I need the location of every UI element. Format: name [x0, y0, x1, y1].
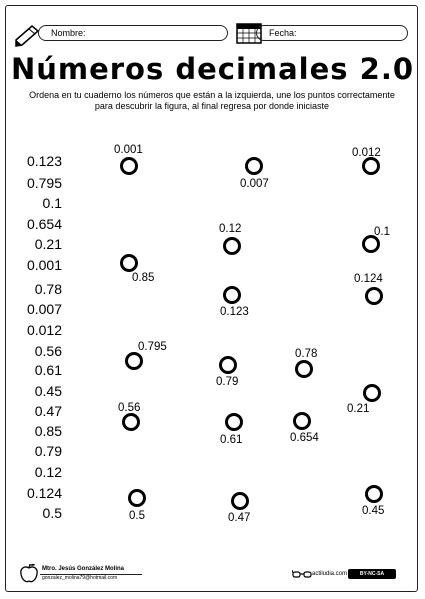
dot-label: 0.45: [362, 505, 385, 517]
license-badge: BY-NC-SA: [348, 569, 396, 579]
dot-point[interactable]: [223, 237, 241, 255]
dot-point[interactable]: [365, 287, 383, 305]
name-label: Nombre:: [51, 28, 86, 38]
number-list-item: 0.795: [26, 175, 62, 191]
author-name: Mtro. Jesús González Molina: [42, 566, 125, 572]
dot-label: 0.007: [240, 178, 269, 190]
dot-label: 0.12: [219, 223, 242, 235]
number-list-item: 0.21: [34, 236, 62, 252]
dot-label: 0.47: [228, 512, 251, 524]
date-field[interactable]: [256, 25, 408, 41]
number-list-item: 0.654: [26, 216, 62, 232]
dot-point[interactable]: [245, 157, 263, 175]
number-list-item: 0.1: [42, 195, 62, 211]
dot-label: 0.56: [118, 402, 141, 414]
number-list-item: 0.79: [34, 443, 62, 459]
dot-label: 0.79: [216, 376, 239, 388]
dot-point[interactable]: [219, 356, 237, 374]
number-list-item: 0.85: [34, 423, 62, 439]
dot-label: 0.61: [220, 434, 243, 446]
glasses-icon: [292, 569, 312, 579]
dot-label: 0.123: [220, 306, 249, 318]
dot-point[interactable]: [295, 360, 313, 378]
number-list-item: 0.124: [26, 485, 62, 501]
dot-label: 0.012: [352, 147, 381, 159]
dot-point[interactable]: [128, 489, 146, 507]
number-list-item: 0.61: [34, 362, 62, 378]
dot-point[interactable]: [231, 492, 249, 510]
dot-point[interactable]: [363, 384, 381, 402]
author-email: gonzalez_molina79@hotmail.com: [42, 575, 118, 581]
number-list-item: 0.001: [26, 257, 62, 273]
dot-label: 0.85: [132, 272, 155, 284]
dot-label: 0.1: [374, 226, 390, 238]
dot-point[interactable]: [122, 413, 140, 431]
dot-label: 0.21: [347, 403, 370, 415]
number-list-item: 0.78: [34, 281, 62, 297]
number-list-item: 0.12: [34, 464, 62, 480]
number-list-item: 0.123: [26, 153, 62, 169]
dot-label: 0.5: [129, 510, 145, 522]
dot-point[interactable]: [362, 157, 380, 175]
date-label: Fecha:: [269, 28, 297, 38]
number-list-item: 0.56: [34, 343, 62, 359]
name-field[interactable]: [38, 25, 228, 41]
dot-point[interactable]: [293, 412, 311, 430]
dot-point[interactable]: [125, 352, 143, 370]
dot-point[interactable]: [365, 485, 383, 503]
dot-label: 0.795: [138, 341, 167, 353]
number-list-item: 0.47: [34, 403, 62, 419]
dot-label: 0.124: [354, 273, 383, 285]
number-list-item: 0.012: [26, 322, 62, 338]
site-label: actiludia.com: [312, 571, 348, 577]
instructions-text: Ordena en tu cuaderno los números que están a la izquierda, une los puntos correctamente para descubrir la figura, al final regresa por donde iniciaste: [29, 90, 395, 111]
dot-point[interactable]: [223, 286, 241, 304]
worksheet-title: Números decimales 2.0: [10, 52, 415, 86]
dot-label: 0.001: [114, 144, 143, 156]
number-list-item: 0.007: [26, 301, 62, 317]
dot-point[interactable]: [120, 254, 138, 272]
dot-label: 0.78: [295, 348, 318, 360]
number-list-item: 0.45: [34, 383, 62, 399]
dot-point[interactable]: [225, 413, 243, 431]
apple-icon: [18, 562, 40, 584]
number-list-item: 0.5: [42, 505, 62, 521]
dot-point[interactable]: [120, 157, 138, 175]
dot-label: 0.654: [290, 432, 319, 444]
